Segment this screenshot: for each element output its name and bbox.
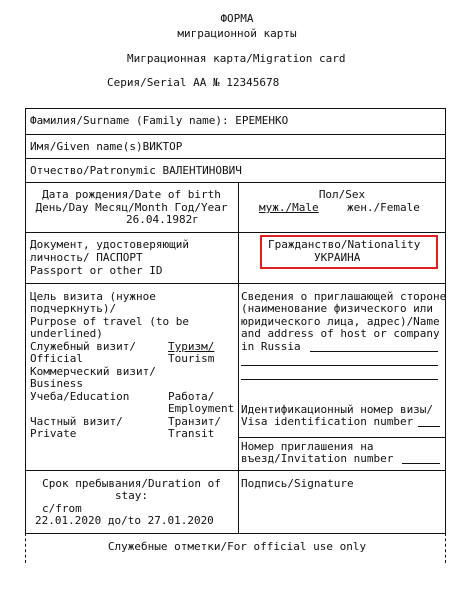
birth-label: Дата рождения/Date of birth (42, 188, 221, 201)
document-line2: личность/ ПАСПОРТ (30, 251, 143, 264)
signature-label: Подпись/Signature (241, 477, 354, 490)
host-line-2: (наименование физического или (241, 302, 434, 315)
card-title: Миграционная карта/Migration card (127, 52, 346, 65)
stay-from-label: с/from (42, 502, 82, 515)
visit-transit-1: Транзит/ (168, 415, 221, 428)
surname-field: Фамилия/Surname (Family name): ЕРЕМЕНКО (30, 114, 289, 127)
document-line3: Passport or other ID (30, 264, 163, 277)
official-use-label: Служебные отметки/For official use only (107, 540, 367, 553)
sex-female: жен./Female (347, 201, 420, 214)
visit-official-1: Служебный визит/ (30, 340, 136, 353)
given-name-field: Имя/Given name(s)ВИКТОР (30, 140, 183, 153)
visit-private-2: Private (30, 427, 77, 440)
visit-work-1: Работа/ (168, 390, 215, 403)
host-line-3: юридического лица, адрес)/Name (241, 315, 440, 328)
host-blank-1 (310, 351, 438, 352)
stay-label-1: Срок пребывания/Duration of (42, 477, 221, 490)
birth-parts: День/Day Месяц/Month Год/Year (35, 201, 228, 214)
invitation-blank (402, 463, 440, 464)
stay-label-2: stay: (114, 489, 149, 502)
visit-business-2: Business (30, 377, 83, 390)
visa-blank (418, 426, 440, 427)
form-title: ФОРМА (220, 12, 254, 25)
visit-tourism-2: Tourism (168, 352, 215, 365)
sex-label: Пол/Sex (318, 188, 366, 201)
host-line-4: and address of host or company (241, 327, 440, 340)
visit-private-1: Частный визит/ (30, 415, 123, 428)
visit-tourism-1: Туризм/ (168, 340, 215, 353)
visit-business-1: Коммерческий визит/ (30, 365, 156, 378)
birth-value: 26.04.1982г (126, 213, 199, 226)
document-line1: Документ, удостоверяющий (30, 238, 189, 251)
visit-work-2: Employment (168, 402, 235, 415)
visa-label-2: Visa identification number (241, 415, 414, 428)
visit-label-4: underlined) (30, 327, 103, 340)
nationality-value: УКРАИНА (314, 251, 361, 264)
form-subtitle: миграционной карты (177, 27, 297, 40)
patronymic-field: Отчество/Patronymic ВАЛЕНТИНОВИЧ (30, 164, 242, 177)
visit-transit-2: Transit (168, 427, 215, 440)
stay-dates: 22.01.2020 до/to 27.01.2020 (35, 514, 214, 527)
host-line-5: in Russia (241, 340, 301, 353)
invitation-label-2: въезд/Invitation number (241, 452, 394, 465)
visit-official-2: Official (30, 352, 83, 365)
visa-label-1: Идентификационный номер визы/ (241, 403, 434, 416)
visit-label-3: Purpose of travel (to be (30, 315, 189, 328)
host-line-1: Сведения о приглашающей стороне (241, 290, 447, 303)
invitation-label-1: Номер приглашения на (241, 440, 374, 453)
serial-number: Серия/Serial АА № 12345678 (107, 76, 280, 89)
visit-education: Учеба/Education (30, 390, 130, 403)
visit-label-1: Цель визита (нужное (30, 290, 156, 303)
sex-male: муж./Male (259, 201, 319, 214)
nationality-label: Гражданство/Nationality (268, 238, 421, 251)
visit-label-2: подчеркнуть)/ (30, 302, 117, 315)
host-blank-2 (241, 365, 438, 366)
host-blank-3 (241, 379, 438, 380)
